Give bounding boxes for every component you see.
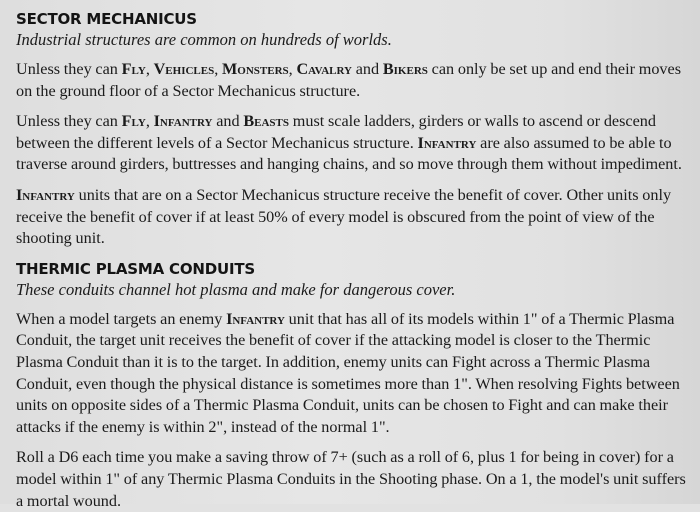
section-title: SECTOR MECHANICUS xyxy=(16,10,197,28)
text-run: can only be set up and end their moves on the ground floor of a Sector Mechanicus structure. xyxy=(16,60,681,100)
keyword-infantry: Infantry xyxy=(417,133,477,152)
text-run: are also assumed to be able to traverse around girders, buttresses and hanging chains, and so move through them without impediment. xyxy=(16,133,682,174)
rule-paragraph-cover xyxy=(16,185,686,250)
text-run: Roll a D6 each time you make a saving throw of 7+ (such as a roll of 6, plus 1 for being in cover) for a model within 1" of any Thermic Plasma Conduits in the Shooting phase. On a 1, the model's unit suffers a mortal wound. xyxy=(16,448,686,510)
keyword-beasts: Beasts xyxy=(243,112,290,131)
keyword-infantry: Infantry xyxy=(226,309,285,328)
rule-paragraph-mortal-wound xyxy=(16,447,686,512)
keyword-fly: Fly xyxy=(121,60,146,78)
flavor-text: Industrial structures are common on hundreds of worlds. xyxy=(16,30,392,49)
text-run: and xyxy=(212,112,244,131)
text-run: and xyxy=(351,60,383,78)
text-run: must scale ladders, girders or walls to ascend or descend between the different levels of a Sector Mechanicus structure. xyxy=(16,112,656,152)
keyword-monsters: Monsters xyxy=(222,60,289,78)
text-run: Unless they can xyxy=(16,60,122,78)
keyword-cavalry: Cavalry xyxy=(296,60,352,78)
text-run: unit that has all of its models within 1" of a Thermic Plasma Conduit, the target unit receives the benefit of cover if the attacking model is closer to the Thermic Plasma Conduit than it is to the target. In addition, enemy units can Fight across a Thermic Plasma Conduit, even though the physical distance is sometimes more than 1". When resolving Fights between units on opposite sides of a Thermic Plasma Conduit, units can be chosen to Fight and can make their attacks if the enemy is within 2", instead of the normal 1". xyxy=(16,309,680,436)
text-run: When a model targets an enemy xyxy=(16,309,227,328)
keyword-bikers: Bikers xyxy=(382,60,428,78)
text-run: , xyxy=(145,60,154,78)
text-run: Unless they can xyxy=(16,112,122,131)
section-title: THERMIC PLASMA CONDUITS xyxy=(16,259,256,278)
keyword-vehicles: Vehicles xyxy=(153,60,215,78)
text-run: , xyxy=(288,60,297,78)
thermic-plasma-conduits-section xyxy=(16,259,686,512)
rule-paragraph-conduit-cover xyxy=(16,309,686,439)
keyword-infantry: Infantry xyxy=(16,185,75,204)
rule-paragraph-movement xyxy=(16,59,686,102)
flavor-text: These conduits channel hot plasma and make for dangerous cover. xyxy=(16,279,456,299)
text-run: units that are on a Sector Mechanicus structure receive the benefit of cover. Other units only receive the benefit of cover if at least 50% of every model is obscured from the point of view of the shooting unit. xyxy=(16,185,672,248)
keyword-infantry: Infantry xyxy=(153,112,213,131)
keyword-fly: Fly xyxy=(121,112,146,131)
text-run: , xyxy=(145,112,154,131)
sector-mechanicus-section xyxy=(16,9,686,250)
rule-paragraph-climbing xyxy=(16,111,686,176)
text-run: , xyxy=(214,60,223,78)
